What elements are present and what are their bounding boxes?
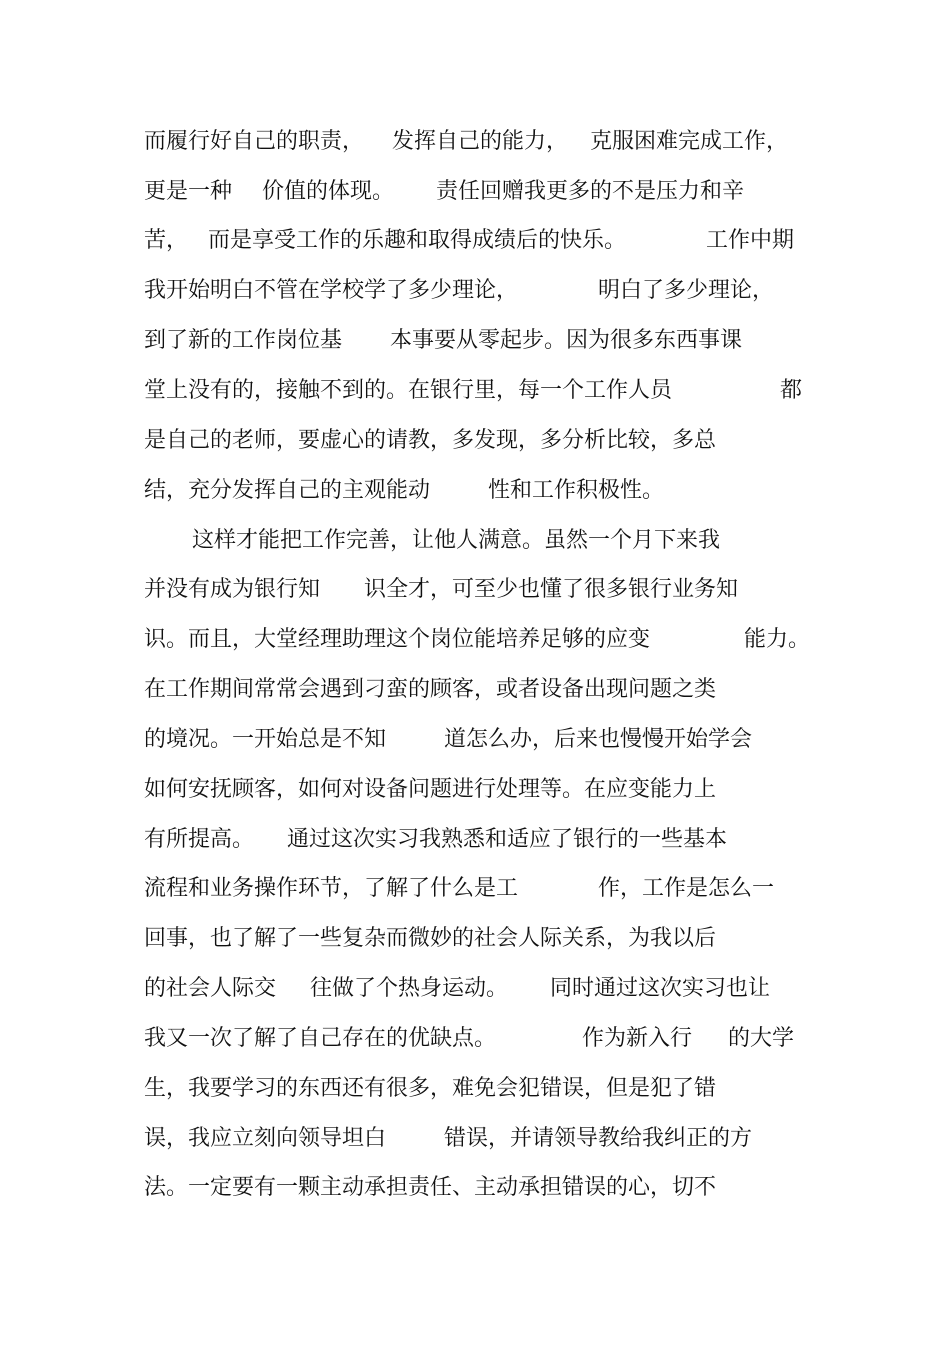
text-line-22 — [0, 1168, 950, 1208]
text-line-2 — [0, 172, 950, 212]
text-segment: 作为新入行 — [582, 1026, 693, 1051]
text-line-3 — [0, 221, 950, 261]
text-segment: 工作中期 — [706, 228, 795, 253]
text-segment: 这样才能把工作完善，让他人满意。虽然一个月下来我 — [192, 528, 721, 553]
text-line-6 — [0, 371, 950, 411]
text-segment: 的境况。一开始总是不知 — [144, 727, 387, 752]
text-segment: 我开始明白不管在学校学了多少理论， — [144, 278, 519, 303]
text-line-11 — [0, 620, 950, 660]
text-segment: 作，工作是怎么一 — [598, 876, 775, 901]
text-segment: 苦， — [144, 228, 189, 253]
text-segment: 在工作期间常常会遇到刁蛮的顾客，或者设备出现问题之类 — [144, 677, 717, 702]
text-segment: 的大学 — [728, 1026, 795, 1051]
text-segment: 而是享受工作的乐趣和取得成绩后的快乐。 — [208, 228, 627, 253]
text-segment: 责任回赠我更多的不是压力和辛 — [436, 179, 745, 204]
text-segment: 价值的体现。 — [262, 179, 395, 204]
text-line-19 — [0, 1019, 950, 1059]
text-segment: 克服困难完成工作， — [590, 129, 789, 154]
text-line-20 — [0, 1069, 950, 1109]
text-line-1 — [0, 122, 950, 162]
text-line-8 — [0, 471, 950, 511]
text-segment: 识。而且，大堂经理助理这个岗位能培养足够的应变 — [144, 627, 651, 652]
text-segment: 更是一种 — [144, 179, 233, 204]
text-line-9 — [0, 521, 950, 561]
text-line-13 — [0, 720, 950, 760]
text-segment: 错误，并请领导教给我纠正的方 — [444, 1126, 753, 1151]
text-line-14 — [0, 770, 950, 810]
text-line-4 — [0, 271, 950, 311]
text-segment: 我又一次了解了自己存在的优缺点。 — [144, 1026, 497, 1051]
text-segment: 是自己的老师，要虚心的请教，多发现，多分析比较，多总 — [144, 428, 717, 453]
text-line-10 — [0, 570, 950, 610]
text-segment: 堂上没有的，接触不到的。在银行里，每一个工作人员 — [144, 378, 673, 403]
text-segment: 而履行好自己的职责， — [144, 129, 365, 154]
text-segment: 有所提高。 — [144, 827, 255, 852]
text-segment: 到了新的工作岗位基 — [144, 328, 343, 353]
text-line-5 — [0, 321, 950, 361]
text-segment: 结，充分发挥自己的主观能动 — [144, 478, 431, 503]
text-line-21 — [0, 1119, 950, 1159]
text-segment: 法。一定要有一颗主动承担责任、主动承担错误的心，切不 — [144, 1175, 717, 1200]
text-segment: 流程和业务操作环节，了解了什么是工 — [144, 876, 519, 901]
text-line-15 — [0, 820, 950, 860]
text-segment: 如何安抚顾客，如何对设备问题进行处理等。在应变能力上 — [144, 777, 717, 802]
text-segment: 同时通过这次实习也让 — [550, 976, 771, 1001]
text-segment: 明白了多少理论， — [598, 278, 775, 303]
text-segment: 本事要从零起步。因为很多东西事课 — [390, 328, 743, 353]
text-line-12 — [0, 670, 950, 710]
text-segment: 误，我应立刻向领导坦白 — [144, 1126, 387, 1151]
text-segment: 通过这次实习我熟悉和适应了银行的一些基本 — [287, 827, 728, 852]
text-segment: 并没有成为银行知 — [144, 577, 321, 602]
text-segment: 性和工作积极性。 — [488, 478, 665, 503]
text-line-18 — [0, 969, 950, 1009]
text-line-16 — [0, 869, 950, 909]
text-line-7 — [0, 421, 950, 461]
text-segment: 道怎么办，后来也慢慢开始学会 — [444, 727, 753, 752]
text-segment: 都 — [780, 378, 803, 403]
text-segment: 能力。 — [744, 627, 811, 652]
text-segment: 发挥自己的能力， — [392, 129, 569, 154]
text-segment: 生，我要学习的东西还有很多，难免会犯错误，但是犯了错 — [144, 1076, 717, 1101]
text-segment: 识全才，可至少也懂了很多银行业务知 — [364, 577, 739, 602]
text-segment: 的社会人际交 — [144, 976, 277, 1001]
text-line-17 — [0, 919, 950, 959]
text-segment: 回事，也了解了一些复杂而微妙的社会人际关系，为我以后 — [144, 926, 717, 951]
text-segment: 往做了个热身运动。 — [310, 976, 509, 1001]
